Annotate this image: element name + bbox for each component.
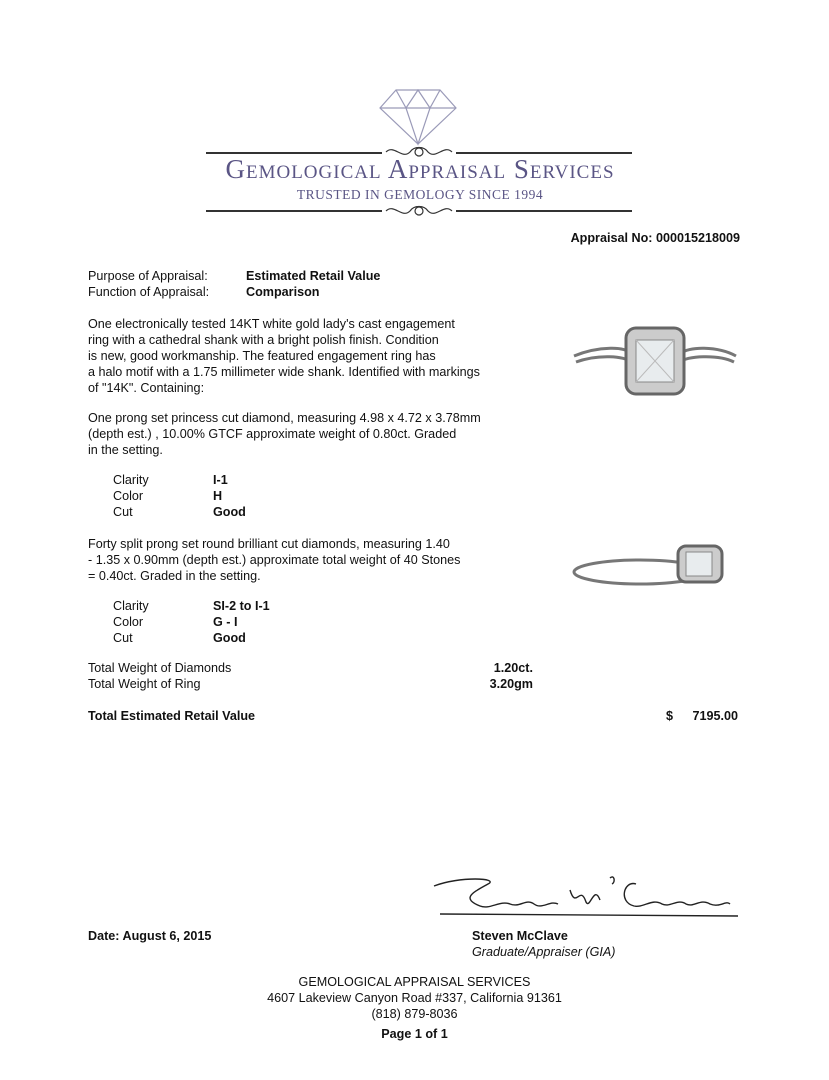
retail-value: 7195.00 xyxy=(692,709,738,723)
center-cut-label: Cut xyxy=(113,505,133,519)
footer-address: 4607 Lakeview Canyon Road #337, California 91361 xyxy=(267,991,562,1005)
function-value: Comparison xyxy=(246,285,320,299)
center-cut-value: Good xyxy=(213,505,246,519)
side-cut-label: Cut xyxy=(113,631,133,645)
description-line: of "14K". Containing: xyxy=(88,381,205,395)
ring-top-view-image xyxy=(568,318,742,412)
center-color-value: H xyxy=(213,489,223,503)
appraiser-title: Graduate/Appraiser (GIA) xyxy=(472,945,616,959)
side-clarity-value: SI-2 to I-1 xyxy=(213,599,270,613)
diamond-logo-icon xyxy=(378,88,458,146)
footer-company: GEMOLOGICAL APPRAISAL SERVICES xyxy=(298,975,531,989)
company-tagline: TRUSTED IN GEMOLOGY SINCE 1994 xyxy=(296,187,544,202)
appraiser-signature-image xyxy=(430,870,740,922)
side-stones-line: Forty split prong set round brilliant cut diamonds, measuring 1.40 xyxy=(88,537,450,551)
description-line: ring with a cathedral shank with a bright polish finish. Condition xyxy=(88,333,439,347)
company-logo-title: Gemological Appraisal Services xyxy=(225,154,615,184)
side-stones-line: = 0.40ct. Graded in the setting. xyxy=(88,569,261,583)
logo-rule-bottom-left xyxy=(206,210,382,212)
appraiser-name: Steven McClave xyxy=(472,929,568,943)
logo-rule-bottom-right xyxy=(456,210,632,212)
flourish-bottom-icon xyxy=(384,201,454,221)
description-line: a halo motif with a 1.75 millimeter wide shank. Identified with markings xyxy=(88,365,480,379)
description-line: is new, good workmanship. The featured engagement ring has xyxy=(88,349,436,363)
appraisal-number: Appraisal No: 000015218009 xyxy=(570,231,740,245)
total-diamond-weight-value: 1.20ct. xyxy=(493,661,533,675)
purpose-value: Estimated Retail Value xyxy=(246,269,381,283)
center-clarity-value: I-1 xyxy=(213,473,228,487)
ring-side-view-image xyxy=(570,538,740,598)
center-color-label: Color xyxy=(113,489,144,503)
total-ring-weight-label: Total Weight of Ring xyxy=(88,677,201,691)
side-cut-value: Good xyxy=(213,631,246,645)
appraisal-date: Date: August 6, 2015 xyxy=(88,929,212,943)
side-stones-line: - 1.35 x 0.90mm (depth est.) approximate total weight of 40 Stones xyxy=(88,553,461,567)
side-color-value: G - I xyxy=(213,615,238,629)
function-label: Function of Appraisal: xyxy=(88,285,210,299)
center-stone-line: (depth est.) , 10.00% GTCF approximate weight of 0.80ct. Graded xyxy=(88,427,457,441)
center-stone-line: One prong set princess cut diamond, measuring 4.98 x 4.72 x 3.78mm xyxy=(88,411,481,425)
description-line: One electronically tested 14KT white gold lady's cast engagement xyxy=(88,317,455,331)
total-ring-weight-value: 3.20gm xyxy=(489,677,533,691)
page-number: Page 1 of 1 xyxy=(381,1027,448,1041)
retail-currency: $ xyxy=(666,709,674,723)
total-diamond-weight-label: Total Weight of Diamonds xyxy=(88,661,232,675)
center-stone-line: in the setting. xyxy=(88,443,163,457)
footer-phone: (818) 879-8036 xyxy=(371,1007,458,1021)
side-clarity-label: Clarity xyxy=(113,599,149,613)
retail-value-label: Total Estimated Retail Value xyxy=(88,709,256,723)
side-color-label: Color xyxy=(113,615,144,629)
purpose-label: Purpose of Appraisal: xyxy=(88,269,208,283)
center-clarity-label: Clarity xyxy=(113,473,149,487)
